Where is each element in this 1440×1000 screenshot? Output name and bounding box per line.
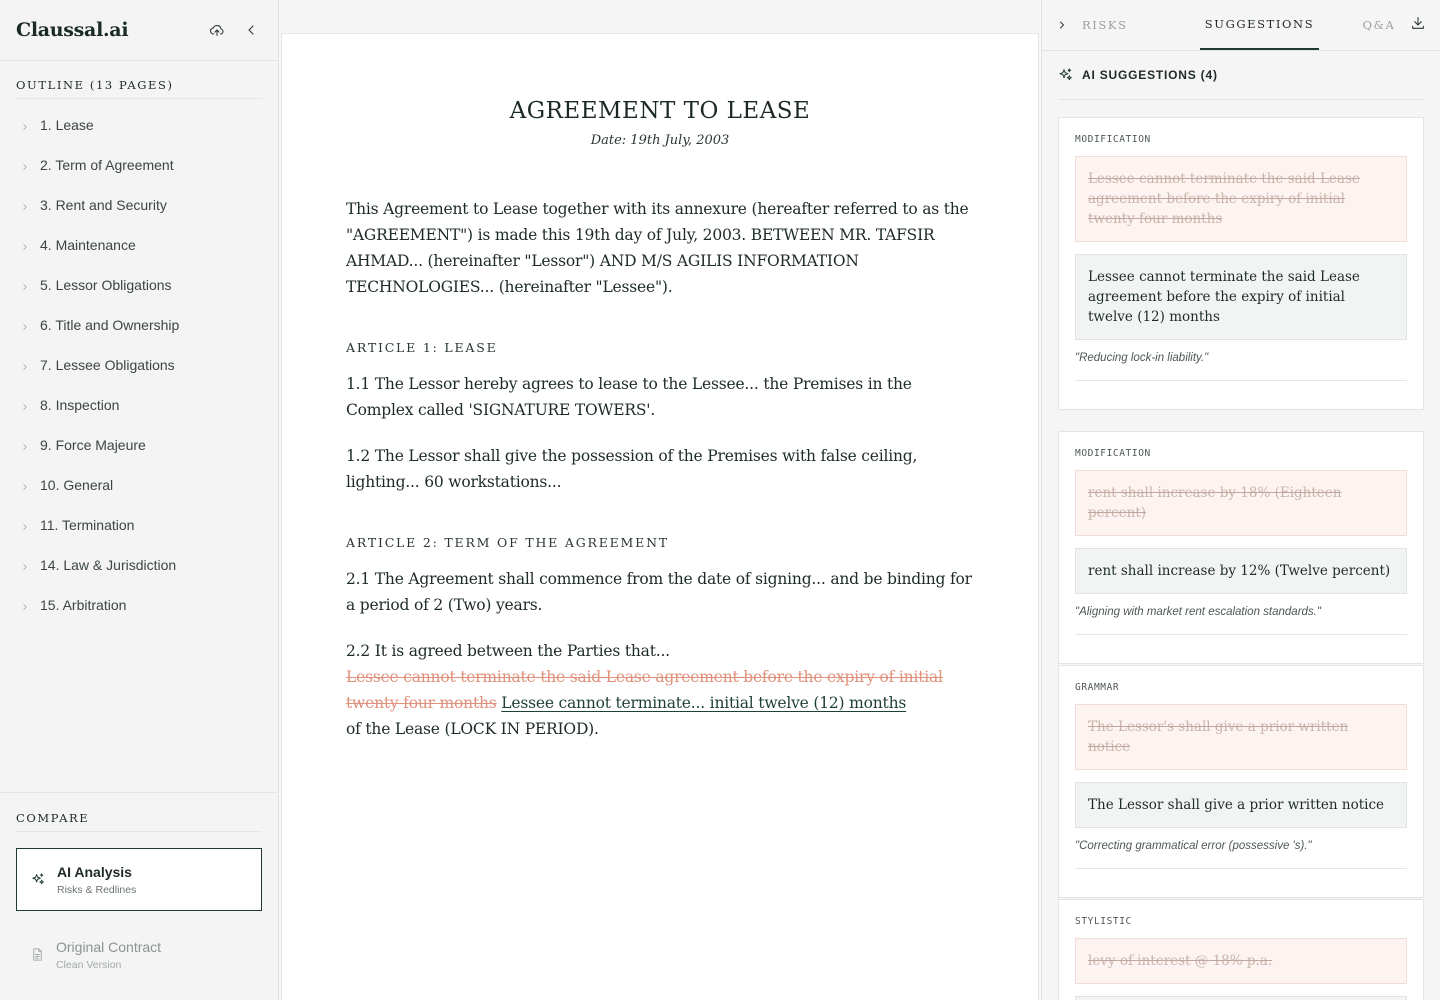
clause-2-1: 2.1 The Agreement shall commence from the date of signing... and be binding for a period of 2 (Two) years. — [346, 570, 972, 614]
chevron-right-icon — [20, 119, 32, 131]
outline-item-label: 9. Force Majeure — [40, 437, 146, 453]
suggestion-type: MODIFICATION — [1075, 448, 1151, 459]
outline-item[interactable] — [0, 425, 278, 465]
chevron-right-icon — [20, 159, 32, 171]
brand-logo: Claussal.ai — [16, 19, 129, 41]
chevron-right-icon — [20, 199, 32, 211]
clause-text: of the Lease (LOCK IN PERIOD). — [346, 720, 599, 738]
clause-text: 2.2 It is agreed between the Parties that... — [346, 642, 670, 660]
sparkles-icon — [29, 872, 47, 887]
suggestion-new-text: rent shall increase by 12% (Twelve percent) — [1075, 548, 1407, 594]
compare-title: COMPARE — [16, 811, 262, 832]
suggestion-reason: "Aligning with market rent escalation standards." — [1075, 594, 1407, 635]
compare-section — [0, 792, 278, 986]
suggestion-card[interactable] — [1058, 431, 1424, 664]
compare-card-subtitle: Clean Version — [56, 958, 122, 971]
chevron-right-icon — [20, 599, 32, 611]
clause-2-2 — [346, 638, 974, 742]
suggestion-new-text — [1075, 996, 1407, 1000]
suggestion-original-text: levy of interest @ 18% p.a. — [1075, 938, 1407, 984]
outline-item[interactable] — [0, 385, 278, 425]
outline-item-label: 15. Arbitration — [40, 597, 127, 613]
clause-1-2: 1.2 The Lessor shall give the possession of the Premises with false ceiling, lighting... 60 workstations... — [346, 447, 918, 491]
suggestion-card[interactable] — [1058, 117, 1424, 410]
suggestion-new-text: The Lessor shall give a prior written notice — [1075, 782, 1407, 828]
compare-card-title: AI Analysis — [57, 863, 132, 880]
chevron-right-icon — [20, 399, 32, 411]
suggestion-type: STYLISTIC — [1075, 916, 1132, 927]
outline-item-label: 1. Lease — [40, 117, 94, 133]
document-date: Date: 19th July, 2003 — [590, 133, 730, 148]
suggestion-original-text: rent shall increase by 18% (Eighteen percent) — [1075, 470, 1407, 536]
chevron-right-icon — [20, 559, 32, 571]
suggestions-heading — [1058, 67, 1424, 100]
suggestion-original-text: Lessee cannot terminate the said Lease agreement before the expiry of initial twenty four months — [1075, 156, 1407, 242]
outline-item[interactable] — [0, 345, 278, 385]
outline-item-label: 5. Lessor Obligations — [40, 277, 172, 293]
sparkles-icon — [1058, 67, 1074, 83]
outline-item-label: 11. Termination — [40, 517, 135, 533]
outline-item-label: 7. Lessee Obligations — [40, 357, 175, 373]
outline-item-label: 2. Term of Agreement — [40, 157, 174, 173]
article-heading: ARTICLE 2: TERM OF THE AGREEMENT — [346, 535, 669, 550]
outline-item-label: 10. General — [40, 477, 114, 493]
document-page — [281, 33, 1039, 1000]
chevron-right-icon — [20, 479, 32, 491]
outline-item-label: 3. Rent and Security — [40, 197, 167, 213]
compare-card-subtitle: Risks & Redlines — [57, 883, 137, 896]
outline-item[interactable] — [0, 505, 278, 545]
outline-item[interactable] — [0, 545, 278, 585]
chevron-right-icon — [20, 359, 32, 371]
redline-deletion[interactable]: Lessee cannot terminate the said Lease agreement before the expiry of initial twenty four months — [346, 668, 943, 712]
chevron-right-icon — [20, 439, 32, 451]
compare-original-contract[interactable] — [16, 923, 262, 986]
outline-item-label: 14. Law & Jurisdiction — [40, 557, 177, 573]
document-title: AGREEMENT TO LEASE — [509, 98, 811, 124]
chevron-right-icon — [20, 239, 32, 251]
outline-item[interactable] — [0, 105, 278, 145]
compare-ai-analysis[interactable] — [16, 848, 262, 911]
cloud-upload-icon[interactable] — [206, 19, 228, 41]
suggestions-heading-label: AI SUGGESTIONS (4) — [1082, 68, 1218, 82]
outline-item[interactable] — [0, 585, 278, 625]
panel-tabs — [1042, 0, 1440, 51]
suggestion-card[interactable] — [1058, 899, 1424, 1000]
sidebar — [0, 0, 279, 1000]
outline-item[interactable] — [0, 305, 278, 345]
document-area — [280, 0, 1040, 1000]
outline-item[interactable] — [0, 185, 278, 225]
outline-title: OUTLINE (13 PAGES) — [16, 78, 262, 99]
suggestion-type: MODIFICATION — [1075, 134, 1151, 145]
suggestion-reason: "Correcting grammatical error (possessive 's)." — [1075, 828, 1407, 869]
outline-item[interactable] — [0, 145, 278, 185]
tab-suggestions[interactable]: SUGGESTIONS — [1200, 0, 1319, 50]
outline-item-label: 8. Inspection — [40, 397, 120, 413]
outline-item[interactable] — [0, 225, 278, 265]
suggestion-card[interactable] — [1058, 665, 1424, 898]
download-icon[interactable] — [1410, 15, 1428, 33]
outline-list — [0, 105, 278, 625]
suggestion-original-text: The Lessor's shall give a prior written notice — [1075, 704, 1407, 770]
chevron-right-icon — [20, 519, 32, 531]
article-heading: ARTICLE 1: LEASE — [346, 340, 498, 355]
suggestion-reason: "Reducing lock-in liability." — [1075, 340, 1407, 381]
clause-1-1: 1.1 The Lessor hereby agrees to lease to the Lessee... the Premises in the Complex called 'SIGNATURE TOWERS'. — [346, 375, 912, 419]
document-icon — [28, 947, 46, 962]
outline-item-label: 6. Title and Ownership — [40, 317, 180, 333]
chevron-right-icon — [20, 319, 32, 331]
chevron-right-icon — [20, 279, 32, 291]
expand-panel-icon[interactable] — [1042, 0, 1082, 50]
tab-risks[interactable]: RISKS — [1082, 18, 1128, 32]
outline-item-label: 4. Maintenance — [40, 237, 136, 253]
document-intro: This Agreement to Lease together with its annexure (hereafter referred to as the "AGREEMENT") is made this 19th day of July, 2003. BETWEEN MR. TAFSIR AHMAD... (hereinafter "Lessor") AND M/S AGILIS INFORMATION TECHNOLOGIES... (hereinafter "Lessee"). — [346, 200, 969, 296]
redline-insertion[interactable]: Lessee cannot terminate... initial twelve (12) months — [501, 694, 907, 712]
tab-qa[interactable]: Q&A — [1362, 18, 1396, 32]
suggestion-new-text: Lessee cannot terminate the said Lease agreement before the expiry of initial twelve (12) months — [1075, 254, 1407, 340]
right-panel — [1041, 0, 1440, 1000]
suggestion-type: GRAMMAR — [1075, 682, 1120, 693]
outline-item[interactable] — [0, 465, 278, 505]
brand-row — [0, 0, 278, 61]
collapse-sidebar-icon[interactable] — [240, 19, 262, 41]
compare-card-title: Original Contract — [56, 938, 162, 955]
outline-item[interactable] — [0, 265, 278, 305]
